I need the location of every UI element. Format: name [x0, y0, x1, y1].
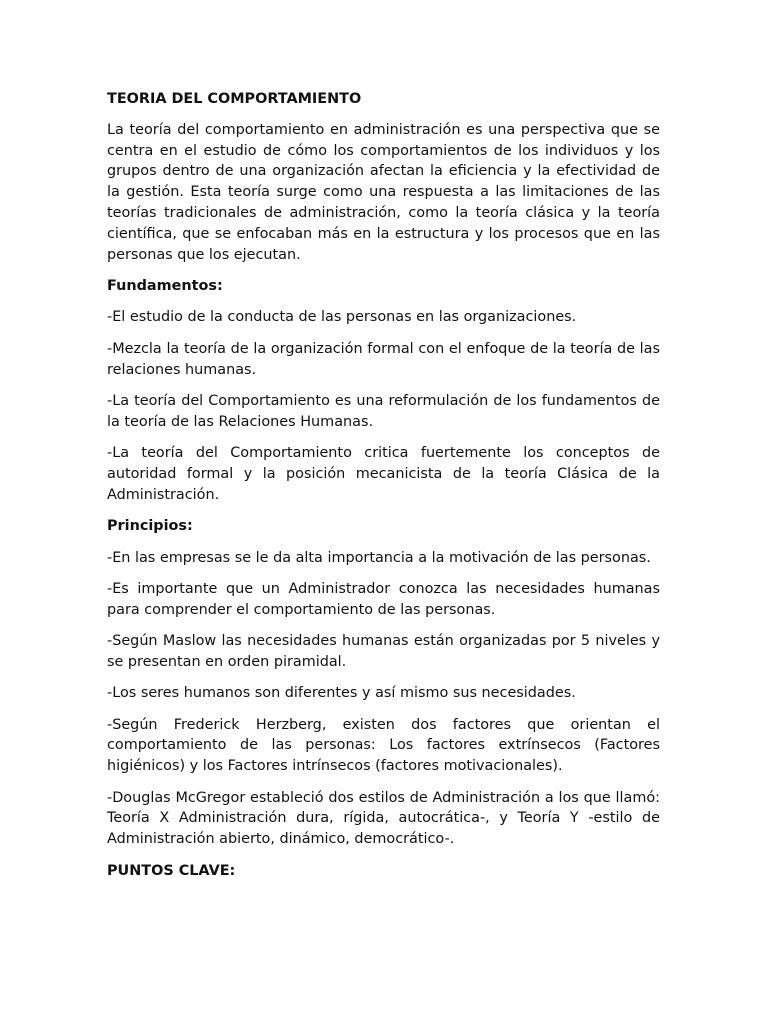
- principios-item: -Según Maslow las necesidades humanas están organizadas por 5 niveles y se presentan en orden piramidal.: [107, 633, 660, 670]
- fundamentos-item: -El estudio de la conducta de las personas en las organizaciones.: [107, 309, 577, 326]
- fundamentos-heading: Fundamentos:: [107, 277, 223, 294]
- document-page: [107, 89, 660, 892]
- intro-paragraph: La teoría del comportamiento en administración es una perspectiva que se centra en el estudio de cómo los comportamientos de los individuos y los grupos dentro de una organización afectan la eficiencia y la efectividad de la gestión. Esta teoría surge como una respuesta a las limitaciones de las teorías tradicionales de administración, como la teoría clásica y la teoría científica, que se enfocaban más en la estructura y los procesos que en las personas que los ejecutan.: [107, 121, 660, 263]
- principios-item: -Según Frederick Herzberg, existen dos factores que orientan el comportamiento de las personas: Los factores extrínsecos (Factores higiénicos) y los Factores intrínsecos (factores motivacionales).: [107, 716, 660, 775]
- principios-item: -Los seres humanos son diferentes y así mismo sus necesidades.: [107, 685, 576, 702]
- principios-item: -Douglas McGregor estableció dos estilos de Administración a los que llamó: Teoría X Administración dura, rígida, autocrática-, y Teoría Y -estilo de Administración abierto, dinámico, democrático-.: [107, 789, 660, 848]
- fundamentos-item: -La teoría del Comportamiento es una reformulación de los fundamentos de la teoría de las Relaciones Humanas.: [107, 392, 660, 430]
- document-title: TEORIA DEL COMPORTAMIENTO: [107, 91, 362, 107]
- principios-item: -Es importante que un Administrador conozca las necesidades humanas para comprender el comportamiento de las personas.: [107, 580, 660, 618]
- puntos-clave-heading: PUNTOS CLAVE:: [107, 862, 236, 879]
- principios-item: -En las empresas se le da alta importancia a la motivación de las personas.: [107, 549, 651, 566]
- fundamentos-item: -Mezcla la teoría de la organización formal con el enfoque de la teoría de las relaciones humanas.: [107, 340, 660, 378]
- principios-heading: Principios:: [107, 518, 193, 535]
- fundamentos-item: -La teoría del Comportamiento critica fuertemente los conceptos de autoridad formal y la posición mecanicista de la teoría Clásica de la Administración.: [107, 445, 660, 503]
